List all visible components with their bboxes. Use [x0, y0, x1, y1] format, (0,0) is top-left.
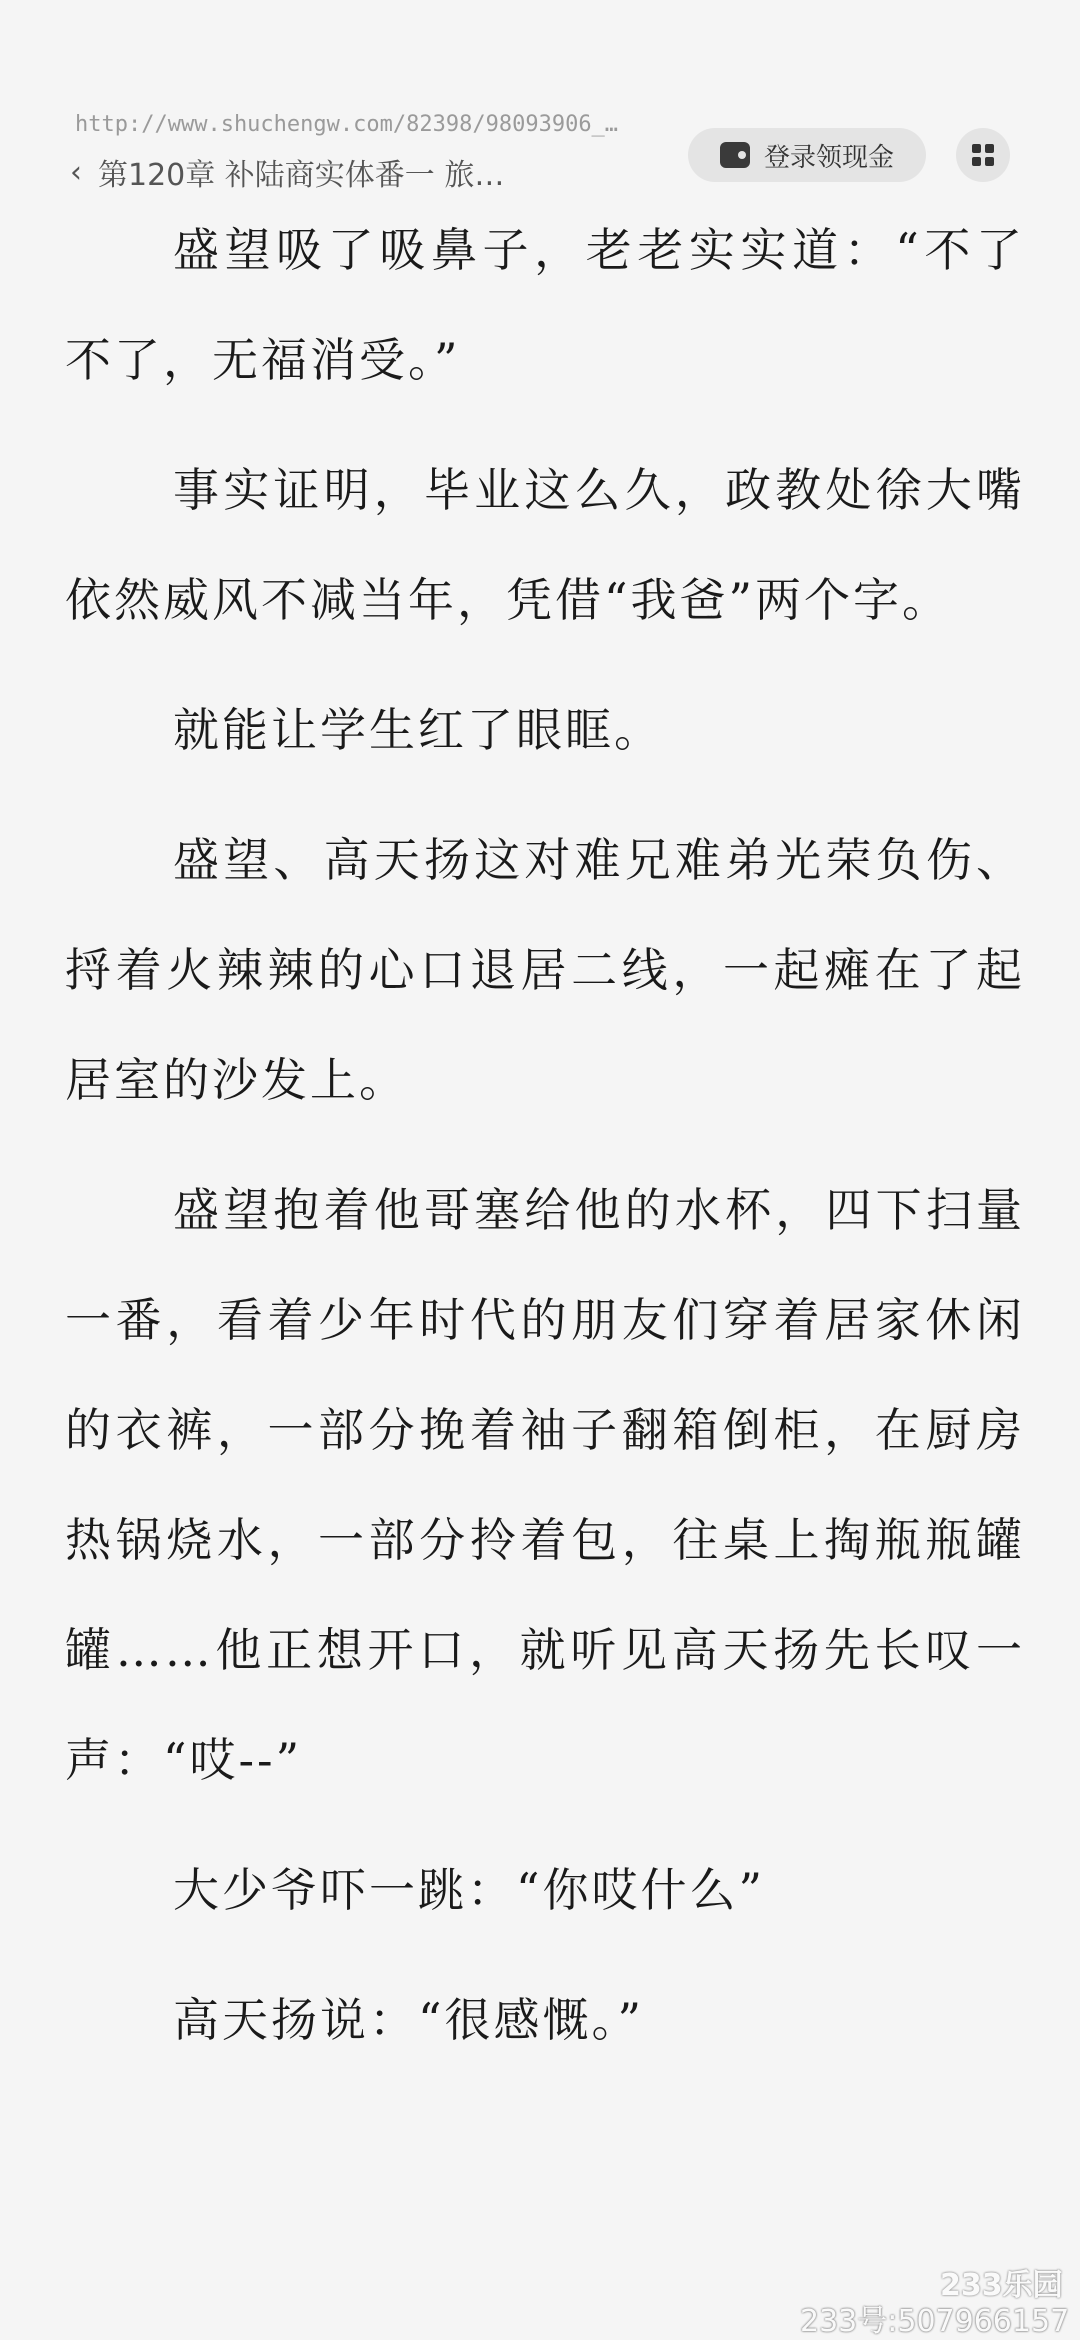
watermark-id: 233号:507966157: [800, 2304, 1070, 2339]
paragraph: 盛望抱着他哥塞给他的水杯，四下扫量一番，看着少年时代的朋友们穿着居家休闲的衣裤，一部分挽着袖子翻箱倒柜，在厨房热锅烧水，一部分拎着包，往桌上掏瓶瓶罐罐……他正想开口，就听见高天扬先长叹一声：“哎--”: [65, 1183, 1025, 1787]
watermark-logo: 233乐园: [940, 2268, 1063, 2303]
paragraph: 高天扬说：“很感慨。”: [173, 1993, 645, 2047]
wallet-icon: [720, 142, 750, 168]
reader-top-bar: [0, 0, 1080, 200]
chapter-title[interactable]: 第120章 补陆商实体番一 旅…: [98, 158, 505, 193]
paragraph: 大少爷吓一跳：“你哎什么”: [173, 1863, 766, 1917]
login-reward-button[interactable]: [688, 128, 926, 182]
grid-menu-button[interactable]: [956, 128, 1010, 182]
paragraph: 就能让学生红了眼眶。: [173, 703, 663, 757]
paragraph: 盛望、高天扬这对难兄难弟光荣负伤、捋着火辣辣的心口退居二线，一起瘫在了起居室的沙发上。: [65, 833, 1025, 1107]
chevron-left-icon[interactable]: ‹: [70, 154, 82, 190]
login-reward-label: 登录领现金: [763, 142, 894, 173]
paragraph: 事实证明，毕业这么久，政教处徐大嘴依然威风不减当年，凭借“我爸”两个字。: [65, 463, 1025, 627]
chapter-nav[interactable]: [70, 150, 504, 194]
chapter-content: [65, 195, 1025, 2095]
page-url: http://www.shuchengw.com/82398/98093906_…: [75, 112, 619, 137]
paragraph: 盛望吸了吸鼻子，老老实实道：“不了不了，无福消受。”: [65, 223, 1025, 387]
